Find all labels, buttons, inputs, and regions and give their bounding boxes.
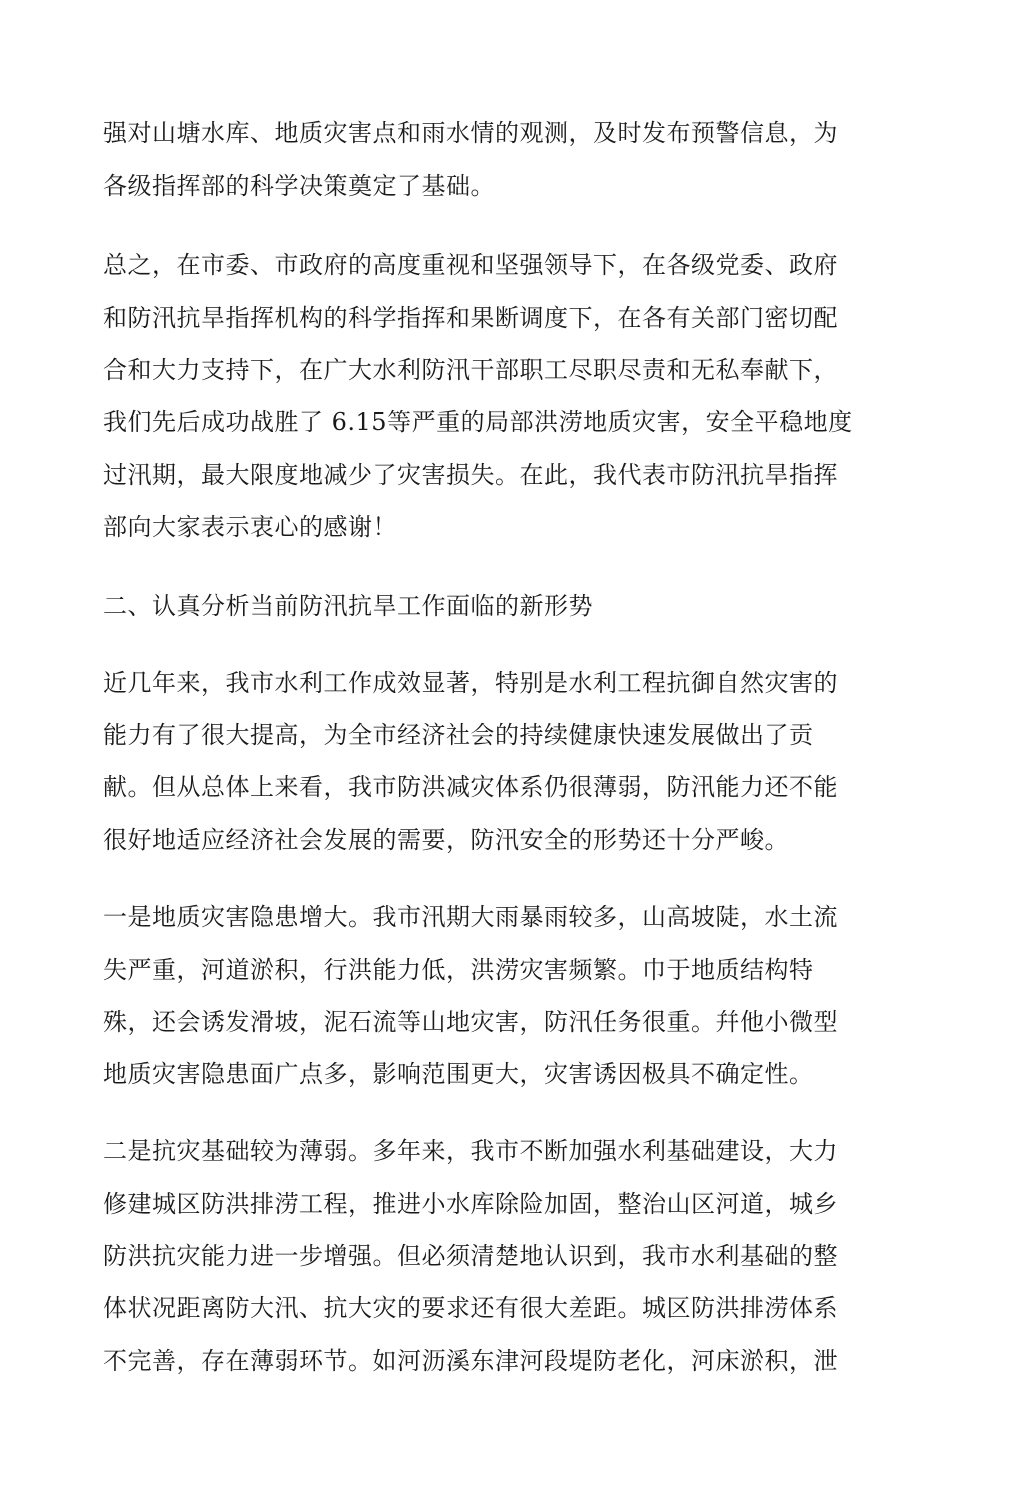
text-line: 各级指挥部的科学决策奠定了基础。 <box>103 172 495 200</box>
text-line: 防洪抗灾能力进一步增强。但必须清楚地认识到，我市水利基础的整 <box>103 1242 838 1270</box>
text-line: 近几年来，我市水利工作成效显著，特别是水利工程抗御自然灾害的 <box>103 669 838 697</box>
text-line: 失严重，河道淤积，行洪能力低，洪涝灾害频繁。巾于地质结构特 <box>103 956 814 984</box>
text-line: 很好地适应经济社会发展的需要，防汛安全的形势还十分严峻。 <box>103 826 789 854</box>
text-line: 二是抗灾基础较为薄弱。多年来，我市不断加强水利基础建设，大力 <box>103 1137 838 1165</box>
text-line: 总之，在市委、市政府的高度重视和坚强领导下，在各级党委、政府 <box>103 251 838 279</box>
text-line: 体状况距离防大汛、抗大灾的要求还有很大差距。城区防洪排涝体系 <box>103 1294 838 1322</box>
text-line: 不完善，存在薄弱环节。如河沥溪东津河段堤防老化，河床淤积，泄 <box>103 1347 838 1375</box>
text-line: 二、认真分析当前防汛抗旱工作面临的新形势 <box>103 592 593 620</box>
text-line: 修建城区防洪排涝工程，推进小水库除险加固，整治山区河道，城乡 <box>103 1190 838 1218</box>
text-line: 能力有了很大提高，为全市经济社会的持续健康快速发展做出了贡 <box>103 721 814 749</box>
text-line: 过汛期，最大限度地减少了灾害损失。在此，我代表市防汛抗旱指挥 <box>103 461 838 489</box>
text-line: 我们先后成功战胜了 6.15等严重的局部洪涝地质灾害，安全平稳地度 <box>103 408 853 436</box>
text-line: 殊，还会诱发滑坡，泥石流等山地灾害，防汛任务很重。幷他小微型 <box>103 1008 838 1036</box>
text-line: 合和大力支持下，在广大水利防汛干部职工尽职尽责和无私奉献下， <box>103 356 838 384</box>
text-line: 一是地质灾害隐患增大。我市汛期大雨暴雨较多，山高坡陡，水土流 <box>103 903 838 931</box>
text-line: 强对山塘水库、地质灾害点和雨水情的观测，及时发布预警信息，为 <box>103 119 838 147</box>
text-line: 地质灾害隐患面广点多，影响范围更大，灾害诱因极具不确定性。 <box>103 1060 814 1088</box>
text-line: 部向大家表示衷心的感谢！ <box>103 513 397 541</box>
text-line: 和防汛抗旱指挥机构的科学指挥和果断调度下，在各有关部门密切配 <box>103 304 838 332</box>
text-line: 献。但从总体上来看，我市防洪减灾体系仍很薄弱，防汛能力还不能 <box>103 773 838 801</box>
